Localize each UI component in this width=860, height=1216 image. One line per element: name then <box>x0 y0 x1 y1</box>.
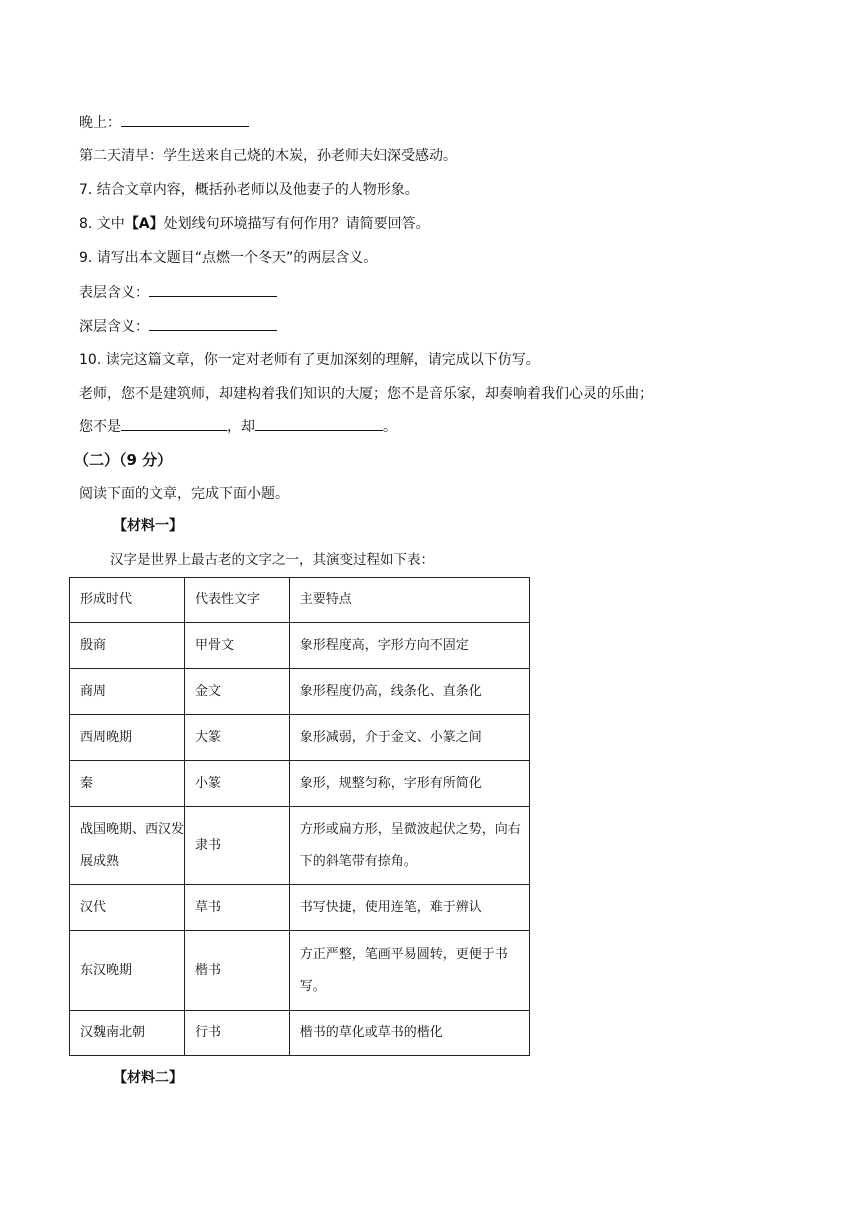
table-cell: 草书 <box>185 885 290 931</box>
imitation-blank-1[interactable] <box>121 416 227 431</box>
table-row <box>70 715 530 761</box>
header-script: 代表性文字 <box>185 578 290 623</box>
table-cell: 方形或扁方形，呈微波起伏之势，向右下的斜笔带有捺角。 <box>289 807 529 885</box>
table-cell: 象形程度仍高，线条化、直条化 <box>289 669 529 715</box>
script-evolution-table <box>69 577 530 1056</box>
table-row <box>70 1011 530 1056</box>
table-cell: 商周 <box>70 669 185 715</box>
table-cell: 大篆 <box>185 715 290 761</box>
table-cell: 方正严整，笔画平易圆转，更便于书写。 <box>289 931 529 1011</box>
material-1-heading: 【材料一】 <box>113 518 183 534</box>
table-cell: 战国晚期、西汉发展成熟 <box>70 807 185 885</box>
evening-label: 晚上： <box>79 115 121 131</box>
model-sentence: 老师，您不是建筑师，却建构着我们知识的大厦；您不是音乐家，却奏响着我们心灵的乐曲； <box>79 386 653 402</box>
imitation-end: 。 <box>383 419 397 435</box>
surface-meaning-line <box>79 282 277 303</box>
question-8-prefix: 8. 文中 <box>79 216 125 232</box>
deep-meaning-line <box>79 316 277 337</box>
header-era: 形成时代 <box>70 578 185 623</box>
question-8 <box>79 214 430 234</box>
question-8-marker: 【A】 <box>124 216 164 232</box>
header-features: 主要特点 <box>289 578 529 623</box>
table-cell: 殷商 <box>70 623 185 669</box>
table-cell: 楷书的草化或草书的楷化 <box>289 1011 529 1056</box>
table-cell: 汉代 <box>70 885 185 931</box>
table-row <box>70 623 530 669</box>
table-header-row <box>70 578 530 623</box>
imitation-prefix: 您不是 <box>79 419 121 435</box>
table-cell: 象形，规整匀称，字形有所简化 <box>289 761 529 807</box>
table-cell: 金文 <box>185 669 290 715</box>
table-cell: 东汉晚期 <box>70 931 185 1011</box>
question-8-suffix: 处划线句环境描写有何作用？请简要回答。 <box>163 216 430 232</box>
table-cell: 秦 <box>70 761 185 807</box>
table-cell: 西周晚期 <box>70 715 185 761</box>
section-2-title: （二）（9 分） <box>74 451 173 469</box>
surface-meaning-label: 表层含义： <box>79 285 149 301</box>
section-2-instruction: 阅读下面的文章，完成下面小题。 <box>79 486 289 502</box>
imitation-middle: ，却 <box>227 419 255 435</box>
deep-meaning-blank[interactable] <box>149 316 277 331</box>
table-cell: 隶书 <box>185 807 290 885</box>
material-2-heading: 【材料二】 <box>113 1070 183 1086</box>
question-7: 7. 结合文章内容，概括孙老师以及他妻子的人物形象。 <box>79 182 419 198</box>
question-9: 9. 请写出本文题目“点燃一个冬天”的两层含义。 <box>79 250 378 266</box>
question-10: 10. 读完这篇文章，你一定对老师有了更加深刻的理解，请完成以下仿写。 <box>79 352 540 368</box>
table-cell: 汉魏南北朝 <box>70 1011 185 1056</box>
imitation-blank-2[interactable] <box>255 416 383 431</box>
table-cell: 小篆 <box>185 761 290 807</box>
table-row <box>70 931 530 1011</box>
table-row <box>70 669 530 715</box>
table-cell: 行书 <box>185 1011 290 1056</box>
material-1-intro: 汉字是世界上最古老的文字之一，其演变过程如下表： <box>110 552 434 568</box>
table-row <box>70 807 530 885</box>
evening-blank[interactable] <box>121 112 249 127</box>
next-morning-line: 第二天清早：学生送来自己烧的木炭，孙老师夫妇深受感动。 <box>79 148 457 164</box>
table-row <box>70 761 530 807</box>
imitation-line <box>79 416 397 437</box>
table-row <box>70 885 530 931</box>
surface-meaning-blank[interactable] <box>149 282 277 297</box>
table-cell: 楷书 <box>185 931 290 1011</box>
table-cell: 象形减弱，介于金文、小篆之间 <box>289 715 529 761</box>
evening-line <box>79 112 249 133</box>
table-cell: 象形程度高，字形方向不固定 <box>289 623 529 669</box>
table-cell: 书写快捷，使用连笔，难于辨认 <box>289 885 529 931</box>
deep-meaning-label: 深层含义： <box>79 319 149 335</box>
table-cell: 甲骨文 <box>185 623 290 669</box>
